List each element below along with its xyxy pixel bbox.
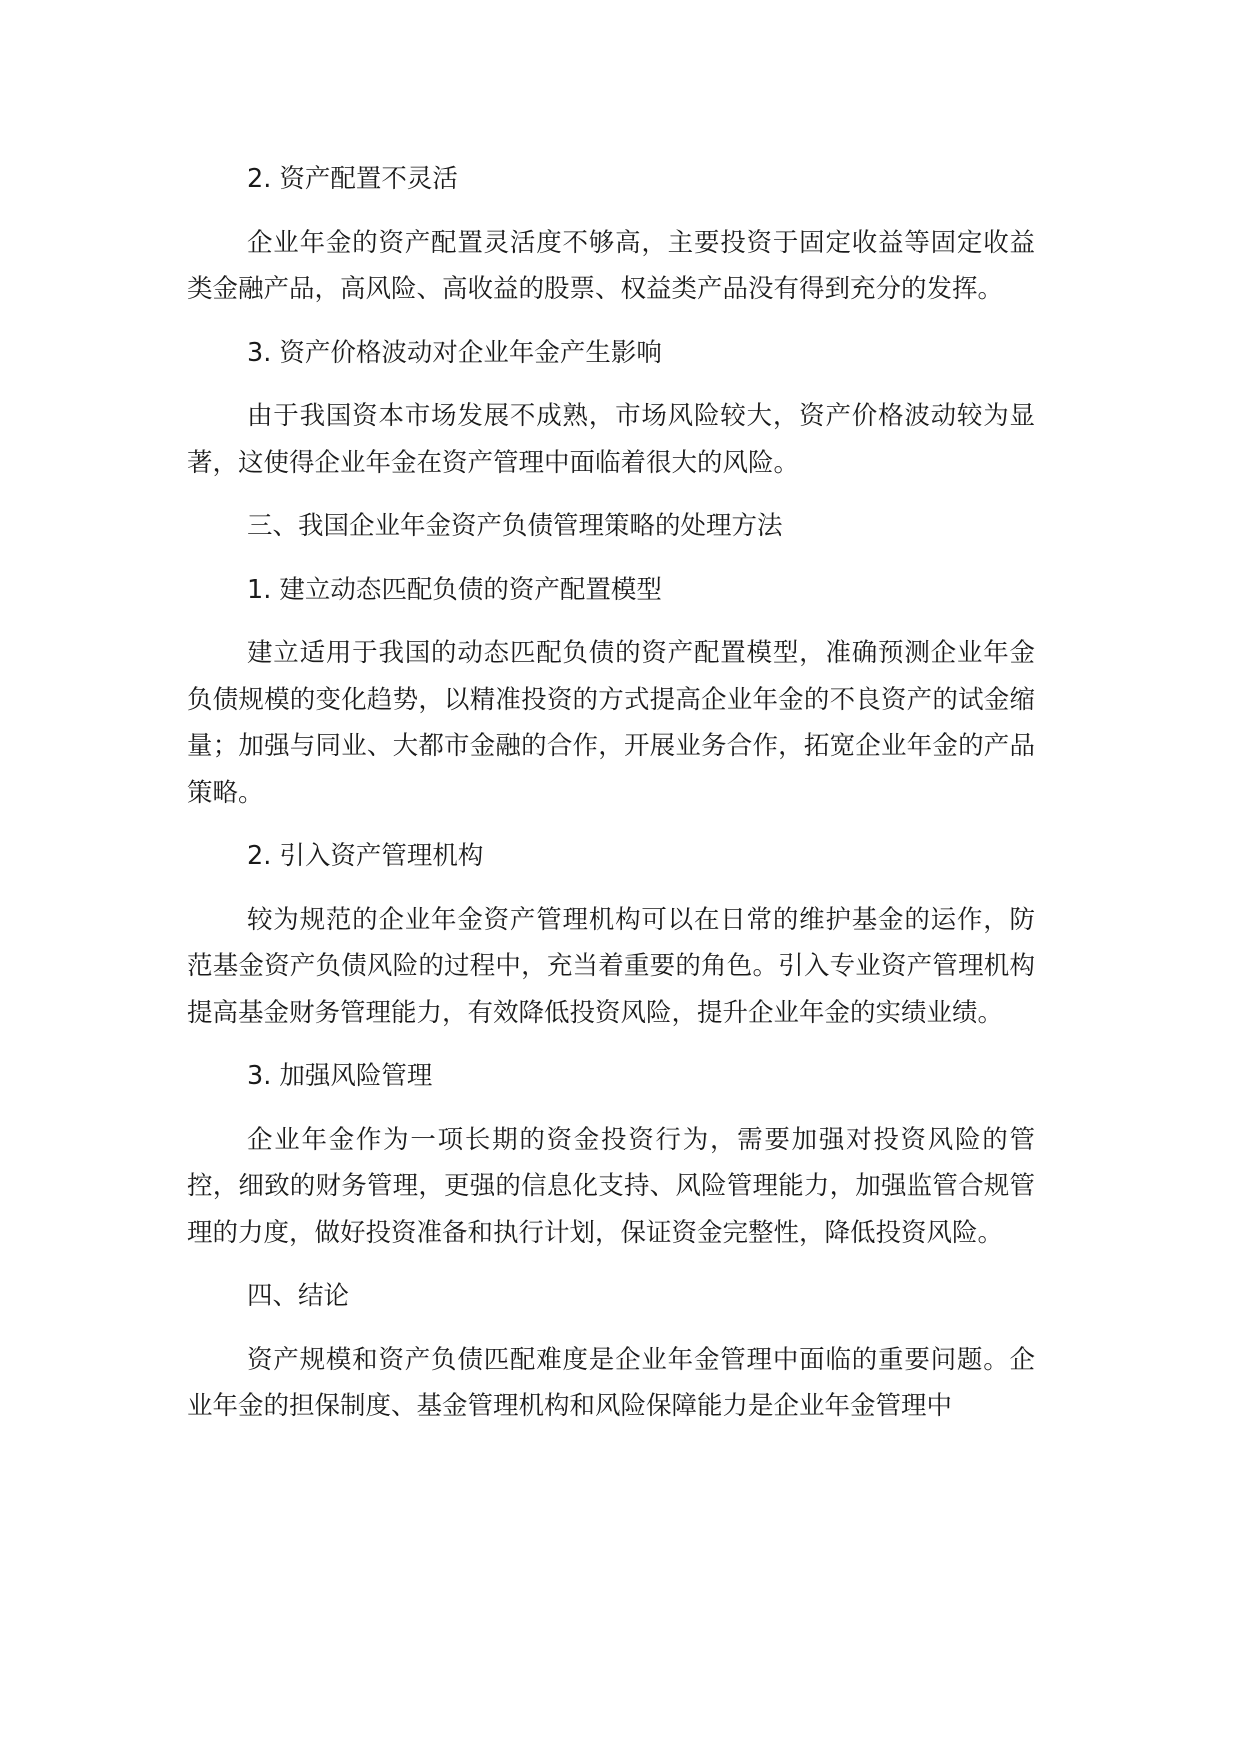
paragraph-price-volatility: 由于我国资本市场发展不成熟，市场风险较大，资产价格波动较为显著，这使得企业年金在资产管理中面临着很大的风险。 bbox=[187, 401, 1035, 478]
section-heading-price-volatility: 3. 资产价格波动对企业年金产生影响 bbox=[247, 337, 662, 368]
paragraph-asset-management-institution: 较为规范的企业年金资产管理机构可以在日常的维护基金的运作，防范基金资产负债风险的过程中，充当着重要的角色。引入专业资产管理机构提高基金财务管理能力，有效降低投资风险，提升企业年金的实绩业绩。 bbox=[187, 904, 1035, 1028]
document-body bbox=[187, 156, 1035, 1430]
paragraph-risk-management: 企业年金作为一项长期的资金投资行为，需要加强对投资风险的管控，细致的财务管理，更强的信息化支持、风险管理能力，加强监管合规管理的力度，做好投资准备和执行计划，保证资金完整性，降低投资风险。 bbox=[187, 1124, 1035, 1248]
section-heading-risk-management: 3. 加强风险管理 bbox=[247, 1061, 433, 1091]
paragraph-dynamic-model: 建立适用于我国的动态匹配负债的资产配置模型，准确预测企业年金负债规模的变化趋势，以精准投资的方式提高企业年金的不良资产的试金缩量；加强与同业、大都市金融的合作，开展业务合作，拓宽企业年金的产品策略。 bbox=[187, 638, 1035, 808]
paragraph-conclusion: 资产规模和资产负债匹配难度是企业年金管理中面临的重要问题。企业年金的担保制度、基金管理机构和风险保障能力是企业年金管理中 bbox=[187, 1344, 1035, 1421]
section-heading-asset-allocation: 2. 资产配置不灵活 bbox=[247, 164, 458, 194]
paragraph-asset-allocation: 企业年金的资产配置灵活度不够高，主要投资于固定收益等固定收益类金融产品，高风险、高收益的股票、权益类产品没有得到充分的发挥。 bbox=[187, 227, 1035, 304]
section-heading-asset-management-institution: 2. 引入资产管理机构 bbox=[247, 841, 484, 871]
section-heading-dynamic-model: 1. 建立动态匹配负债的资产配置模型 bbox=[247, 574, 662, 605]
chapter-heading-conclusion: 四、结论 bbox=[247, 1281, 350, 1311]
chapter-heading-strategies: 三、我国企业年金资产负债管理策略的处理方法 bbox=[247, 511, 783, 541]
